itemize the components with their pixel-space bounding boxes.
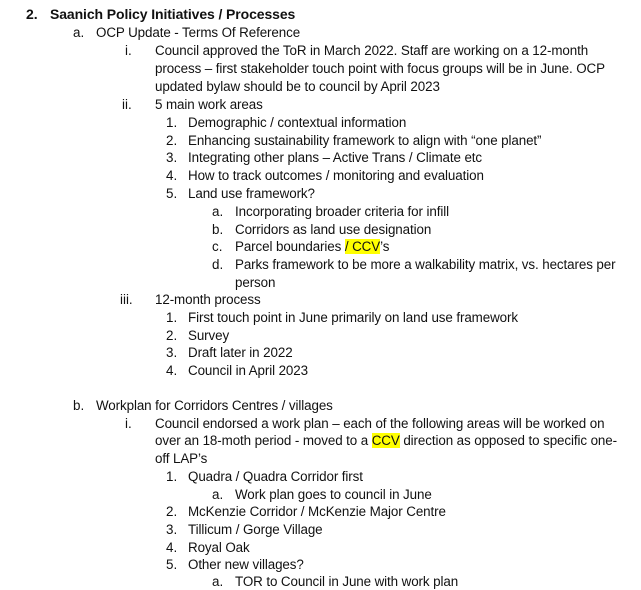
b-i-line2-post: direction as opposed to specific one- [399, 433, 617, 448]
b-i-marker: i. [125, 416, 132, 431]
b-i-line1: Council endorsed a work plan – each of the following areas will be worked on [155, 416, 605, 431]
list-item-marker: 2. [166, 504, 178, 519]
sub-item-marker: a. [212, 574, 224, 589]
list-item-text: How to track outcomes / monitoring and evaluation [188, 168, 484, 183]
list-item-text: Land use framework? [188, 186, 315, 201]
item-b-title: Workplan for Corridors Centres / villages [96, 398, 333, 413]
a-i-marker: i. [125, 43, 132, 58]
sub-item-text: Incorporating broader criteria for infill [235, 204, 449, 219]
sub-item-text-line2: person [235, 275, 276, 290]
list-item-text: Integrating other plans – Active Trans / Climate etc [188, 150, 483, 165]
list-item-marker: 3. [166, 345, 178, 360]
sub-item-text-line1: Parks framework to be more a walkability matrix, vs. hectares per [235, 257, 616, 272]
highlighted-text: / CCV [344, 239, 381, 254]
list-item-marker: 4. [166, 540, 178, 555]
a-ii-marker: ii. [122, 97, 132, 112]
list-item-marker: 3. [166, 150, 178, 165]
list-item-marker: 4. [166, 363, 178, 378]
sub-item-text: TOR to Council in June with work plan [235, 574, 459, 589]
b-i-line2-pre: over an 18-moth period - moved to a [155, 433, 372, 448]
sub-item-marker: a. [212, 487, 224, 502]
highlighted-text: CCV [371, 433, 400, 448]
a-i-line3: updated bylaw should be to council by April 2023 [155, 79, 440, 94]
sub-item-marker: b. [212, 222, 224, 237]
item-a-marker: a. [73, 25, 85, 40]
a-ii-title: 5 main work areas [155, 97, 263, 112]
b-i-line3: off LAP’s [155, 451, 208, 466]
sub-item-marker: a. [212, 204, 224, 219]
list-item-marker: 5. [166, 186, 178, 201]
section-title: Saanich Policy Initiatives / Processes [50, 6, 296, 22]
sub-item-marker: c. [212, 239, 223, 254]
a-iii-title: 12-month process [155, 292, 261, 307]
list-item-marker: 1. [166, 310, 178, 325]
item-b-marker: b. [73, 398, 85, 413]
b-i-line2 [155, 432, 617, 449]
sub-item-text: Corridors as land use designation [235, 222, 432, 237]
sub-item-text: Work plan goes to council in June [235, 487, 432, 502]
list-item-text: Draft later in 2022 [188, 345, 293, 360]
list-item-marker: 2. [166, 328, 178, 343]
list-item-text: Royal Oak [188, 540, 250, 555]
sub-item-text-pre: Parcel boundaries [235, 239, 345, 254]
a-i-line2: process – first stakeholder touch point with focus groups will be in June. OCP [155, 61, 605, 76]
item-a-title: OCP Update - Terms Of Reference [96, 25, 301, 40]
list-item-text: Quadra / Quadra Corridor first [188, 469, 363, 484]
list-item-text: Other new villages? [188, 557, 304, 572]
sub-item-marker: d. [212, 257, 224, 272]
list-item-marker: 5. [166, 557, 178, 572]
list-item-text: McKenzie Corridor / McKenzie Major Centre [188, 504, 446, 519]
a-iii-marker: iii. [120, 292, 133, 307]
list-item-marker: 2. [166, 133, 178, 148]
sub-item-text [235, 238, 389, 255]
list-item-text: Tillicum / Gorge Village [188, 522, 323, 537]
list-item-text: Council in April 2023 [188, 363, 308, 378]
sub-item-text-post: ’s [380, 239, 390, 254]
list-item-marker: 3. [166, 522, 178, 537]
list-item-marker: 1. [166, 469, 178, 484]
list-item-text: Enhancing sustainability framework to align with “one planet” [188, 133, 542, 148]
a-i-line1: Council approved the ToR in March 2022. Staff are working on a 12-month [155, 43, 589, 58]
list-item-text: Survey [188, 328, 230, 343]
list-item-marker: 4. [166, 168, 178, 183]
list-item-marker: 1. [166, 115, 178, 130]
section-number: 2. [26, 6, 38, 22]
list-item-text: First touch point in June primarily on land use framework [188, 310, 518, 325]
list-item-text: Demographic / contextual information [188, 115, 407, 130]
